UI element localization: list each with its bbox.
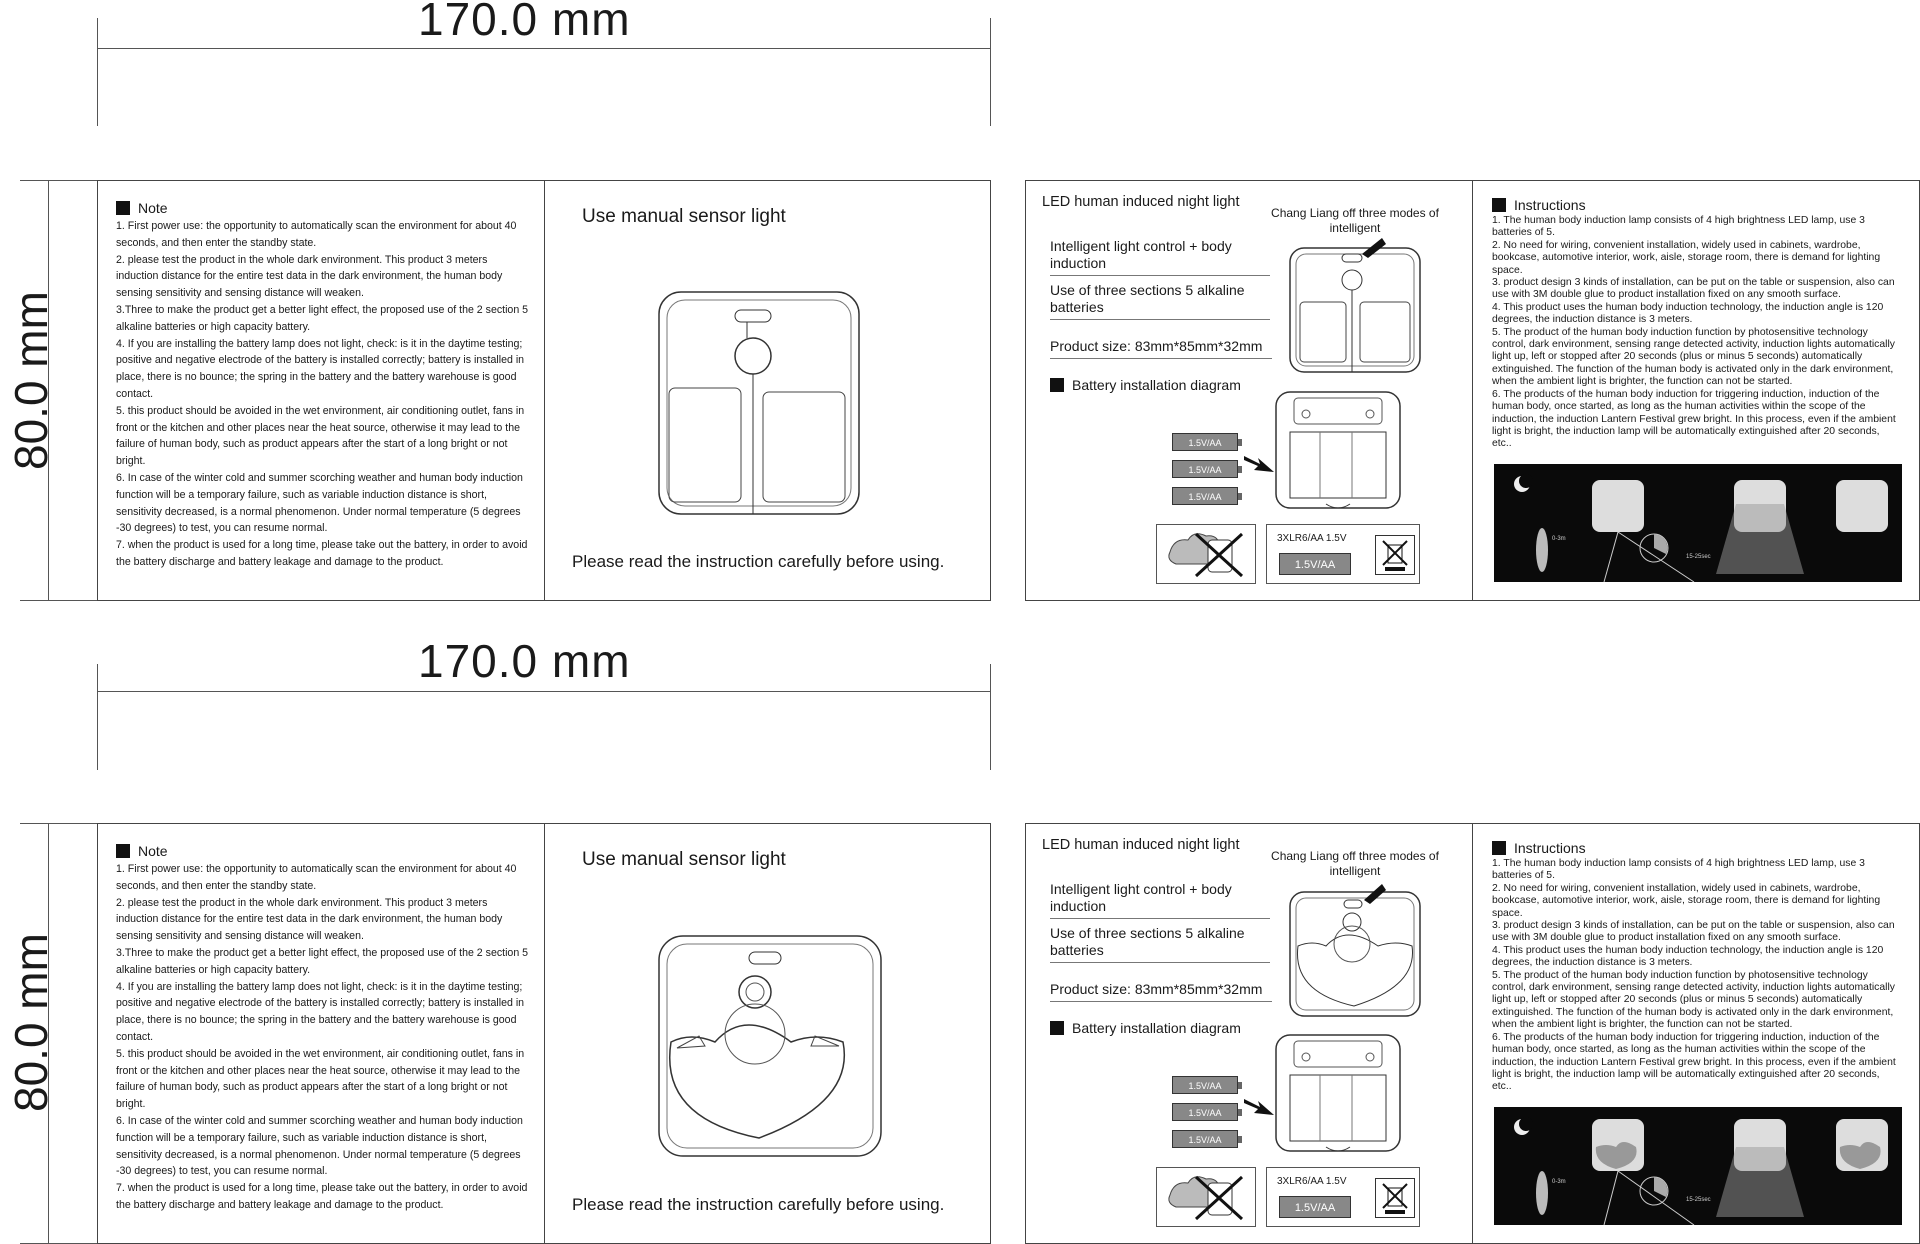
spec-line-2: Use of three sections 5 alkaline batteries: [1050, 282, 1270, 320]
lamp-modes-illustration: [1284, 236, 1430, 376]
instruction-item: 1. The human body induction lamp consists of 4 high brightness LED lamp, use 3 batteries of 5.: [1492, 215, 1865, 239]
width-dimension-line: [97, 48, 991, 49]
instruction-item: 5. The product of the human body induction function by photosensitive technology control, dark environment, sensing range detected activity, induction lights automatically light up, left or stopped after 20 seconds (plus or minus 5 seconds) automatically extinguished. The function of the human body is activated only in the dark environment, when the ambient light is brighter, the function can not be started.: [1492, 326, 1895, 388]
front-title: Use manual sensor light: [582, 849, 786, 870]
square-bullet-icon: [1492, 198, 1506, 212]
instruction-item: 4. This product uses the human body induction technology, the induction angle is 120 degrees, the induction distance is 3 meters.: [1492, 944, 1884, 969]
right-sheet-fold: [1472, 823, 1473, 1244]
time-label: 15-25sec: [1686, 554, 1711, 560]
battery-heading: Battery installation diagram: [1050, 377, 1241, 394]
height-tick-top: [20, 180, 98, 181]
instruction-item: 3. product design 3 kinds of installation, can be put on the table or suspension, also can use with 3M double glue to product installation fixed on any smooth surface.: [1492, 920, 1895, 944]
width-dimension-label: 170.0 mm: [418, 635, 631, 687]
left-sheet-fold: [544, 180, 545, 601]
instructions-section: [1492, 840, 1902, 1094]
instruction-item: 4. This product uses the human body induction technology, the induction angle is 120 degrees, the induction distance is 3 meters.: [1492, 301, 1884, 326]
width-dimension-tick-left: [97, 18, 98, 126]
square-bullet-icon: [1492, 841, 1506, 855]
note-item: 5. this product should be avoided in the wet environment, air conditioning outlet, fans in front or the kitchen and other places near the heat source, otherwise it may lead to the failure of human body, such as product appears after the start of a long bright or not bright.: [116, 1047, 525, 1111]
width-dimension-tick-right: [990, 18, 991, 126]
arrow-right-icon: [1244, 452, 1274, 476]
spec-title: LED human induced night light: [1042, 837, 1240, 853]
note-item: 1. First power use: the opportunity to automatically scan the environment for about 40 seconds, and then enter the standby state.: [116, 220, 517, 249]
note-item: 5. this product should be avoided in the wet environment, air conditioning outlet, fans in front or the kitchen and other places near the heat source, otherwise it may lead to the failure of human body, such as product appears after the start of a long bright or not bright.: [116, 404, 525, 468]
note-heading: Note: [116, 200, 531, 216]
instruction-item: 5. The product of the human body induction function by photosensitive technology control, dark environment, sensing range detected activity, induction lights automatically light up, left or stopped after 20 seconds (plus or minus 5 seconds) automatically extinguished. The function of the human body is activated only in the dark environment, when the ambient light is brighter, the function can not be started.: [1492, 969, 1895, 1031]
battery-spec-box: [1266, 524, 1420, 584]
modes-caption: Chang Liang off three modes of intelligent: [1271, 849, 1439, 878]
width-dimension-label: 170.0 mm: [418, 0, 631, 45]
battery-1: 1.5V/AA: [1172, 1076, 1238, 1094]
height-dimension-line: [48, 823, 49, 1244]
note-item: 6. In case of the winter cold and summer scorching weather and human body induction function will be a temporary failure, such as variable induction distance is short, sensitivity decreased, is a normal phenomenon. Under normal temperature (5 degrees -30 degrees) to test, you can resume normal.: [116, 471, 523, 535]
note-section: [116, 200, 531, 571]
time-label: 15-25sec: [1686, 1197, 1711, 1203]
arrow-right-icon: [1244, 1095, 1274, 1119]
battery-1: 1.5V/AA: [1172, 433, 1238, 451]
battery-compartment-illustration: [1272, 1031, 1404, 1155]
note-item: 4. If you are installing the battery lamp does not light, check: is it in the daytime testing; positive and negative electrode of the battery is installed correctly; battery is installed in place, there is no bounce; the spring in the battery and the battery warehouse is good contact.: [116, 980, 525, 1043]
lamp-modes-illustration: [1284, 880, 1430, 1020]
night-scene-illustration: [1494, 1107, 1902, 1225]
battery-3: 1.5V/AA: [1172, 1130, 1238, 1148]
height-dimension-label: 80.0 mm: [5, 291, 57, 470]
no-water-warning-icon: [1156, 1167, 1256, 1227]
battery-spec-box: [1266, 1167, 1420, 1227]
note-item: 1. First power use: the opportunity to automatically scan the environment for about 40 seconds, and then enter the standby state.: [116, 863, 517, 892]
right-sheet-fold: [1472, 180, 1473, 601]
instruction-item: 1. The human body induction lamp consists of 4 high brightness LED lamp, use 3 batteries of 5.: [1492, 858, 1865, 882]
front-footer: Please read the instruction carefully before using.: [572, 1195, 945, 1214]
height-dimension-line: [48, 180, 49, 600]
note-list: [116, 861, 531, 1214]
spec-line-3: Product size: 83mm*85mm*32mm: [1050, 338, 1272, 359]
instruction-item: 2. No need for wiring, convenient installation, widely used in cabinets, wardrobe, bookcase, automotive interior, work, aisle, storage room, there is demand for lighting space.: [1492, 239, 1881, 276]
width-dimension-tick-right: [990, 664, 991, 770]
front-footer: Please read the instruction carefully before using.: [572, 552, 945, 571]
lamp-closed-illustration: [655, 288, 865, 520]
battery-spec-battery: 1.5V/AA: [1279, 1196, 1351, 1218]
note-item: 4. If you are installing the battery lamp does not light, check: is it in the daytime testing; positive and negative electrode of the battery is installed correctly; battery is installed in place, there is no bounce; the spring in the battery and the battery warehouse is good contact.: [116, 337, 525, 400]
note-item: 7. when the product is used for a long time, please take out the battery, in order to avoid the battery discharge and battery leakage and damage to the product.: [116, 539, 528, 568]
battery-compartment-illustration: [1272, 388, 1404, 512]
spec-line-2: Use of three sections 5 alkaline batteries: [1050, 925, 1270, 963]
front-title: Use manual sensor light: [582, 206, 786, 227]
spec-line-1: Intelligent light control + body induction: [1050, 238, 1270, 276]
distance-label: 0-3m: [1552, 1179, 1566, 1185]
instructions-list: [1492, 858, 1902, 1094]
battery-2: 1.5V/AA: [1172, 1103, 1238, 1121]
note-section: [116, 843, 531, 1214]
note-list: [116, 218, 531, 571]
battery-spec-text: 3XLR6/AA 1.5V: [1277, 1176, 1347, 1187]
note-item: 3.Three to make the product get a better light effect, the proposed use of the 2 section 5 alkaline batteries or high capacity battery.: [116, 303, 529, 333]
induction-night-photo: [1494, 1107, 1902, 1225]
no-water-warning-icon: [1156, 524, 1256, 584]
width-dimension-line: [97, 691, 991, 692]
night-scene-illustration: [1494, 464, 1902, 582]
spec-title: LED human induced night light: [1042, 194, 1240, 210]
battery-heading: Battery installation diagram: [1050, 1020, 1241, 1037]
distance-label: 0-3m: [1552, 536, 1566, 542]
instructions-section: [1492, 197, 1902, 451]
note-item: 6. In case of the winter cold and summer scorching weather and human body induction function will be a temporary failure, such as variable induction distance is short, sensitivity decreased, is a normal phenomenon. Under normal temperature (5 degrees -30 degrees) to test, you can resume normal.: [116, 1114, 523, 1178]
square-bullet-icon: [116, 201, 130, 215]
square-bullet-icon: [116, 844, 130, 858]
height-tick-bottom: [20, 600, 98, 601]
square-bullet-icon: [1050, 378, 1064, 392]
height-dimension-label: 80.0 mm: [5, 933, 57, 1112]
square-bullet-icon: [1050, 1021, 1064, 1035]
recycle-bin-crossed-icon: [1375, 535, 1415, 575]
battery-3: 1.5V/AA: [1172, 487, 1238, 505]
instructions-list: [1492, 215, 1902, 451]
instructions-heading: Instructions: [1492, 840, 1902, 856]
note-item: 3.Three to make the product get a better light effect, the proposed use of the 2 section 5 alkaline batteries or high capacity battery.: [116, 946, 529, 976]
battery-2: 1.5V/AA: [1172, 460, 1238, 478]
note-item: 2. please test the product in the whole dark environment. This product 3 meters induction distance for the entire test data in the dark environment, the human body sensing sensitivity and sensing distance will weaken.: [116, 253, 503, 300]
spec-line-1: Intelligent light control + body induction: [1050, 881, 1270, 919]
left-sheet-fold: [544, 823, 545, 1244]
width-dimension-tick-left: [97, 664, 98, 770]
spec-line-3: Product size: 83mm*85mm*32mm: [1050, 981, 1272, 1002]
recycle-bin-crossed-icon: [1375, 1178, 1415, 1218]
instruction-item: 2. No need for wiring, convenient installation, widely used in cabinets, wardrobe, bookcase, automotive interior, work, aisle, storage room, there is demand for lighting space.: [1492, 882, 1881, 919]
instruction-item: 3. product design 3 kinds of installation, can be put on the table or suspension, also can use with 3M double glue to product installation fixed on any smooth surface.: [1492, 277, 1895, 301]
lamp-open-illustration: [655, 932, 885, 1160]
note-heading: Note: [116, 843, 531, 859]
note-item: 2. please test the product in the whole dark environment. This product 3 meters induction distance for the entire test data in the dark environment, the human body sensing sensitivity and sensing distance will weaken.: [116, 896, 503, 943]
battery-spec-battery: 1.5V/AA: [1279, 553, 1351, 575]
induction-night-photo: [1494, 464, 1902, 582]
instruction-item: 6. The products of the human body induction for triggering induction, induction of the human body, once started, as long as the human activities within the scope of the induction, the induction Lantern Festival grew bright. In this process, even if the ambient light is bright, the induction lamp will be automatically extinguished after 20 seconds, etc..: [1492, 1031, 1896, 1093]
battery-spec-text: 3XLR6/AA 1.5V: [1277, 533, 1347, 544]
instructions-heading: Instructions: [1492, 197, 1902, 213]
height-tick-top: [20, 823, 98, 824]
note-item: 7. when the product is used for a long time, please take out the battery, in order to avoid the battery discharge and battery leakage and damage to the product.: [116, 1182, 528, 1211]
instruction-item: 6. The products of the human body induction for triggering induction, induction of the human body, once started, as long as the human activities within the scope of the induction, the induction Lantern Festival grew bright. In this process, even if the ambient light is bright, the induction lamp will be automatically extinguished after 20 seconds, etc..: [1492, 388, 1896, 450]
modes-caption: Chang Liang off three modes of intelligent: [1271, 206, 1439, 235]
